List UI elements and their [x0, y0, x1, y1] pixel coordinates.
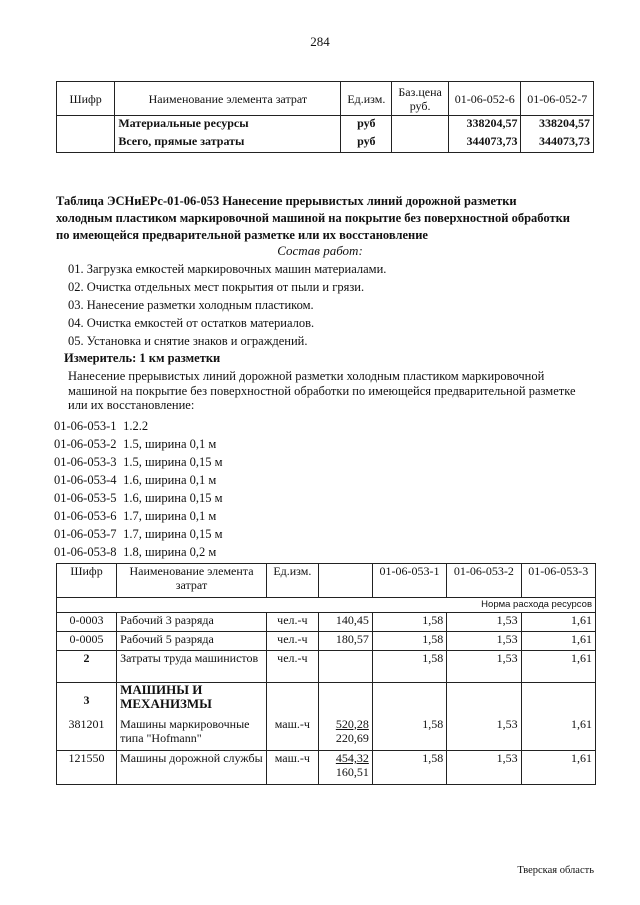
- cell-name: Машины маркировочные типа "Hofmann": [117, 717, 267, 751]
- cell-value-1: 1,58: [372, 651, 446, 683]
- cell-price: [392, 116, 449, 135]
- code-text: 1.5, ширина 0,1 м: [123, 437, 217, 451]
- cell-name: Материальные ресурсы: [115, 116, 341, 135]
- code-item: [54, 527, 223, 542]
- cell-code: 381201: [57, 717, 117, 751]
- cell-code: [57, 116, 115, 135]
- cell-unit: [266, 683, 318, 717]
- cell-value-3: [521, 683, 595, 717]
- table-title: [56, 193, 596, 244]
- table-row: [57, 116, 594, 135]
- code-text: 1.7, ширина 0,1 м: [123, 509, 217, 523]
- header-col-1: 01-06-053-1: [372, 564, 446, 598]
- cell-price: [318, 683, 372, 717]
- summary-table: [56, 81, 594, 153]
- code-id: 01-06-053-5: [54, 491, 117, 505]
- norm-label: Норма расхода ресурсов: [57, 598, 596, 613]
- work-item: 05. Установка и снятие знаков и ограждений.: [68, 334, 308, 348]
- cell-value-1: 338204,57: [448, 116, 520, 135]
- code-id: 01-06-053-6: [54, 509, 117, 523]
- cell-value-3: 1,61: [521, 613, 595, 632]
- cell-value-1: 1,58: [372, 717, 446, 751]
- page-number: 284: [310, 34, 330, 49]
- table-row: [57, 751, 596, 785]
- header-unit: Ед.изм.: [341, 82, 392, 116]
- footer-region: Тверская область: [517, 865, 594, 876]
- title-line: по имеющейся предварительной разметке или их восстановление: [56, 228, 428, 242]
- table-header-row: [57, 564, 596, 598]
- header-code: Шифр: [57, 564, 117, 598]
- work-item: 02. Очистка отдельных мест покрытия от пыли и грязи.: [68, 280, 365, 294]
- cell-value-1: 1,58: [372, 751, 446, 785]
- table-row: [57, 632, 596, 651]
- header-price: [318, 564, 372, 598]
- code-id: 01-06-053-1: [54, 419, 117, 433]
- code-item: [54, 455, 223, 470]
- price-wage: 160,51: [335, 765, 369, 779]
- description-line: Нанесение прерывистых линий дорожной разметки холодным пластиком маркировочной: [68, 369, 545, 383]
- code-item: [54, 509, 216, 524]
- cell-value-1: 344073,73: [448, 134, 520, 153]
- work-item: 03. Нанесение разметки холодным пластиком.: [68, 298, 314, 312]
- cell-unit: маш.-ч: [266, 751, 318, 785]
- cell-unit: чел.-ч: [266, 632, 318, 651]
- cell-code: 3: [57, 683, 117, 717]
- cell-value-2: 1,53: [447, 632, 521, 651]
- price-base: 454,32: [335, 751, 369, 765]
- cell-value-3: 1,61: [521, 632, 595, 651]
- cell-value-1: 1,58: [372, 632, 446, 651]
- table-row: [57, 651, 596, 683]
- cell-value-2: 338204,57: [521, 116, 594, 135]
- header-col-2: 01-06-053-2: [447, 564, 521, 598]
- cell-unit: чел.-ч: [266, 613, 318, 632]
- description-line: машиной на покрытие без поверхностной обработки по имеющейся предварительной разметке: [68, 383, 576, 398]
- table-row: [57, 134, 594, 153]
- header-unit: Ед.изм.: [266, 564, 318, 598]
- cell-name: Рабочий 5 разряда: [117, 632, 267, 651]
- work-composition-title: Состав работ:: [277, 243, 363, 258]
- norm-row: [57, 598, 596, 613]
- code-item: [54, 491, 223, 506]
- cell-unit: чел.-ч: [266, 651, 318, 683]
- cell-value-3: 1,61: [521, 717, 595, 751]
- code-text: 1.6, ширина 0,1 м: [123, 473, 217, 487]
- header-name: Наименование элемента затрат: [117, 564, 267, 598]
- header-code: Шифр: [57, 82, 115, 116]
- code-id: 01-06-053-3: [54, 455, 117, 469]
- code-text: 1.8, ширина 0,2 м: [123, 545, 217, 559]
- header-col-7: 01-06-052-7: [521, 82, 594, 116]
- code-text: 1.5, ширина 0,15 м: [123, 455, 223, 469]
- cell-value-3: 1,61: [521, 751, 595, 785]
- code-item: [54, 473, 216, 488]
- cell-price: [318, 717, 372, 751]
- cell-price: [318, 651, 372, 683]
- header-col-3: 01-06-053-3: [521, 564, 595, 598]
- work-item: 01. Загрузка емкостей маркировочных машин материалами.: [68, 262, 387, 276]
- table-row: [57, 613, 596, 632]
- code-item: [54, 437, 216, 452]
- cell-unit: маш.-ч: [266, 717, 318, 751]
- cell-value-2: 1,53: [447, 651, 521, 683]
- cell-value-2: 344073,73: [521, 134, 594, 153]
- code-text: 1.6, ширина 0,15 м: [123, 491, 223, 505]
- table-header-row: [57, 82, 594, 116]
- table-row: [57, 683, 596, 717]
- cell-price: 140,45: [318, 613, 372, 632]
- title-line: Таблица ЭСНиЕРс-01-06-053 Нанесение прерывистых линий дорожной разметки: [56, 194, 517, 208]
- cell-name: Рабочий 3 разряда: [117, 613, 267, 632]
- cell-price: [392, 134, 449, 153]
- cell-value-2: [447, 683, 521, 717]
- cell-value-1: 1,58: [372, 613, 446, 632]
- code-id: 01-06-053-7: [54, 527, 117, 541]
- header-name: Наименование элемента затрат: [115, 82, 341, 116]
- cell-code: 121550: [57, 751, 117, 785]
- cell-price: [318, 751, 372, 785]
- code-text: 1.2.2: [123, 419, 149, 433]
- code-id: 01-06-053-4: [54, 473, 117, 487]
- cell-unit: руб: [341, 134, 392, 153]
- cell-code: [57, 134, 115, 153]
- resource-table: [56, 563, 596, 785]
- code-id: 01-06-053-2: [54, 437, 117, 451]
- cell-name: Затраты труда машинистов: [117, 651, 267, 683]
- description-line: или их восстановление:: [68, 398, 195, 412]
- code-text: 1.7, ширина 0,15 м: [123, 527, 223, 541]
- header-col-6: 01-06-052-6: [448, 82, 520, 116]
- cell-value-2: 1,53: [447, 613, 521, 632]
- cell-name: Всего, прямые затраты: [115, 134, 341, 153]
- cell-value-2: 1,53: [447, 751, 521, 785]
- header-base-price: Баз.цена руб.: [392, 82, 449, 116]
- title-line: холодным пластиком маркировочной машиной на покрытие без поверхностной обработки: [56, 211, 571, 225]
- cell-name: Машины дорожной службы: [117, 751, 267, 785]
- cell-name: МАШИНЫ И МЕХАНИЗМЫ: [117, 683, 267, 717]
- price-base: 520,28: [335, 716, 369, 731]
- cell-code: 2: [57, 651, 117, 683]
- cell-code: 0-0003: [57, 613, 117, 632]
- code-item: [54, 545, 216, 560]
- measure-unit: Измеритель: 1 км разметки: [64, 351, 221, 365]
- work-item: 04. Очистка емкостей от остатков материалов.: [68, 316, 315, 330]
- description: [68, 369, 596, 413]
- cell-value-3: 1,61: [521, 651, 595, 683]
- cell-value-2: 1,53: [447, 717, 521, 751]
- table-row: [57, 717, 596, 751]
- cell-unit: руб: [341, 116, 392, 135]
- code-id: 01-06-053-8: [54, 545, 117, 559]
- cell-price: 180,57: [318, 632, 372, 651]
- cell-value-1: [372, 683, 446, 717]
- cell-code: 0-0005: [57, 632, 117, 651]
- price-wage: 220,69: [335, 730, 369, 745]
- code-item: [54, 419, 148, 434]
